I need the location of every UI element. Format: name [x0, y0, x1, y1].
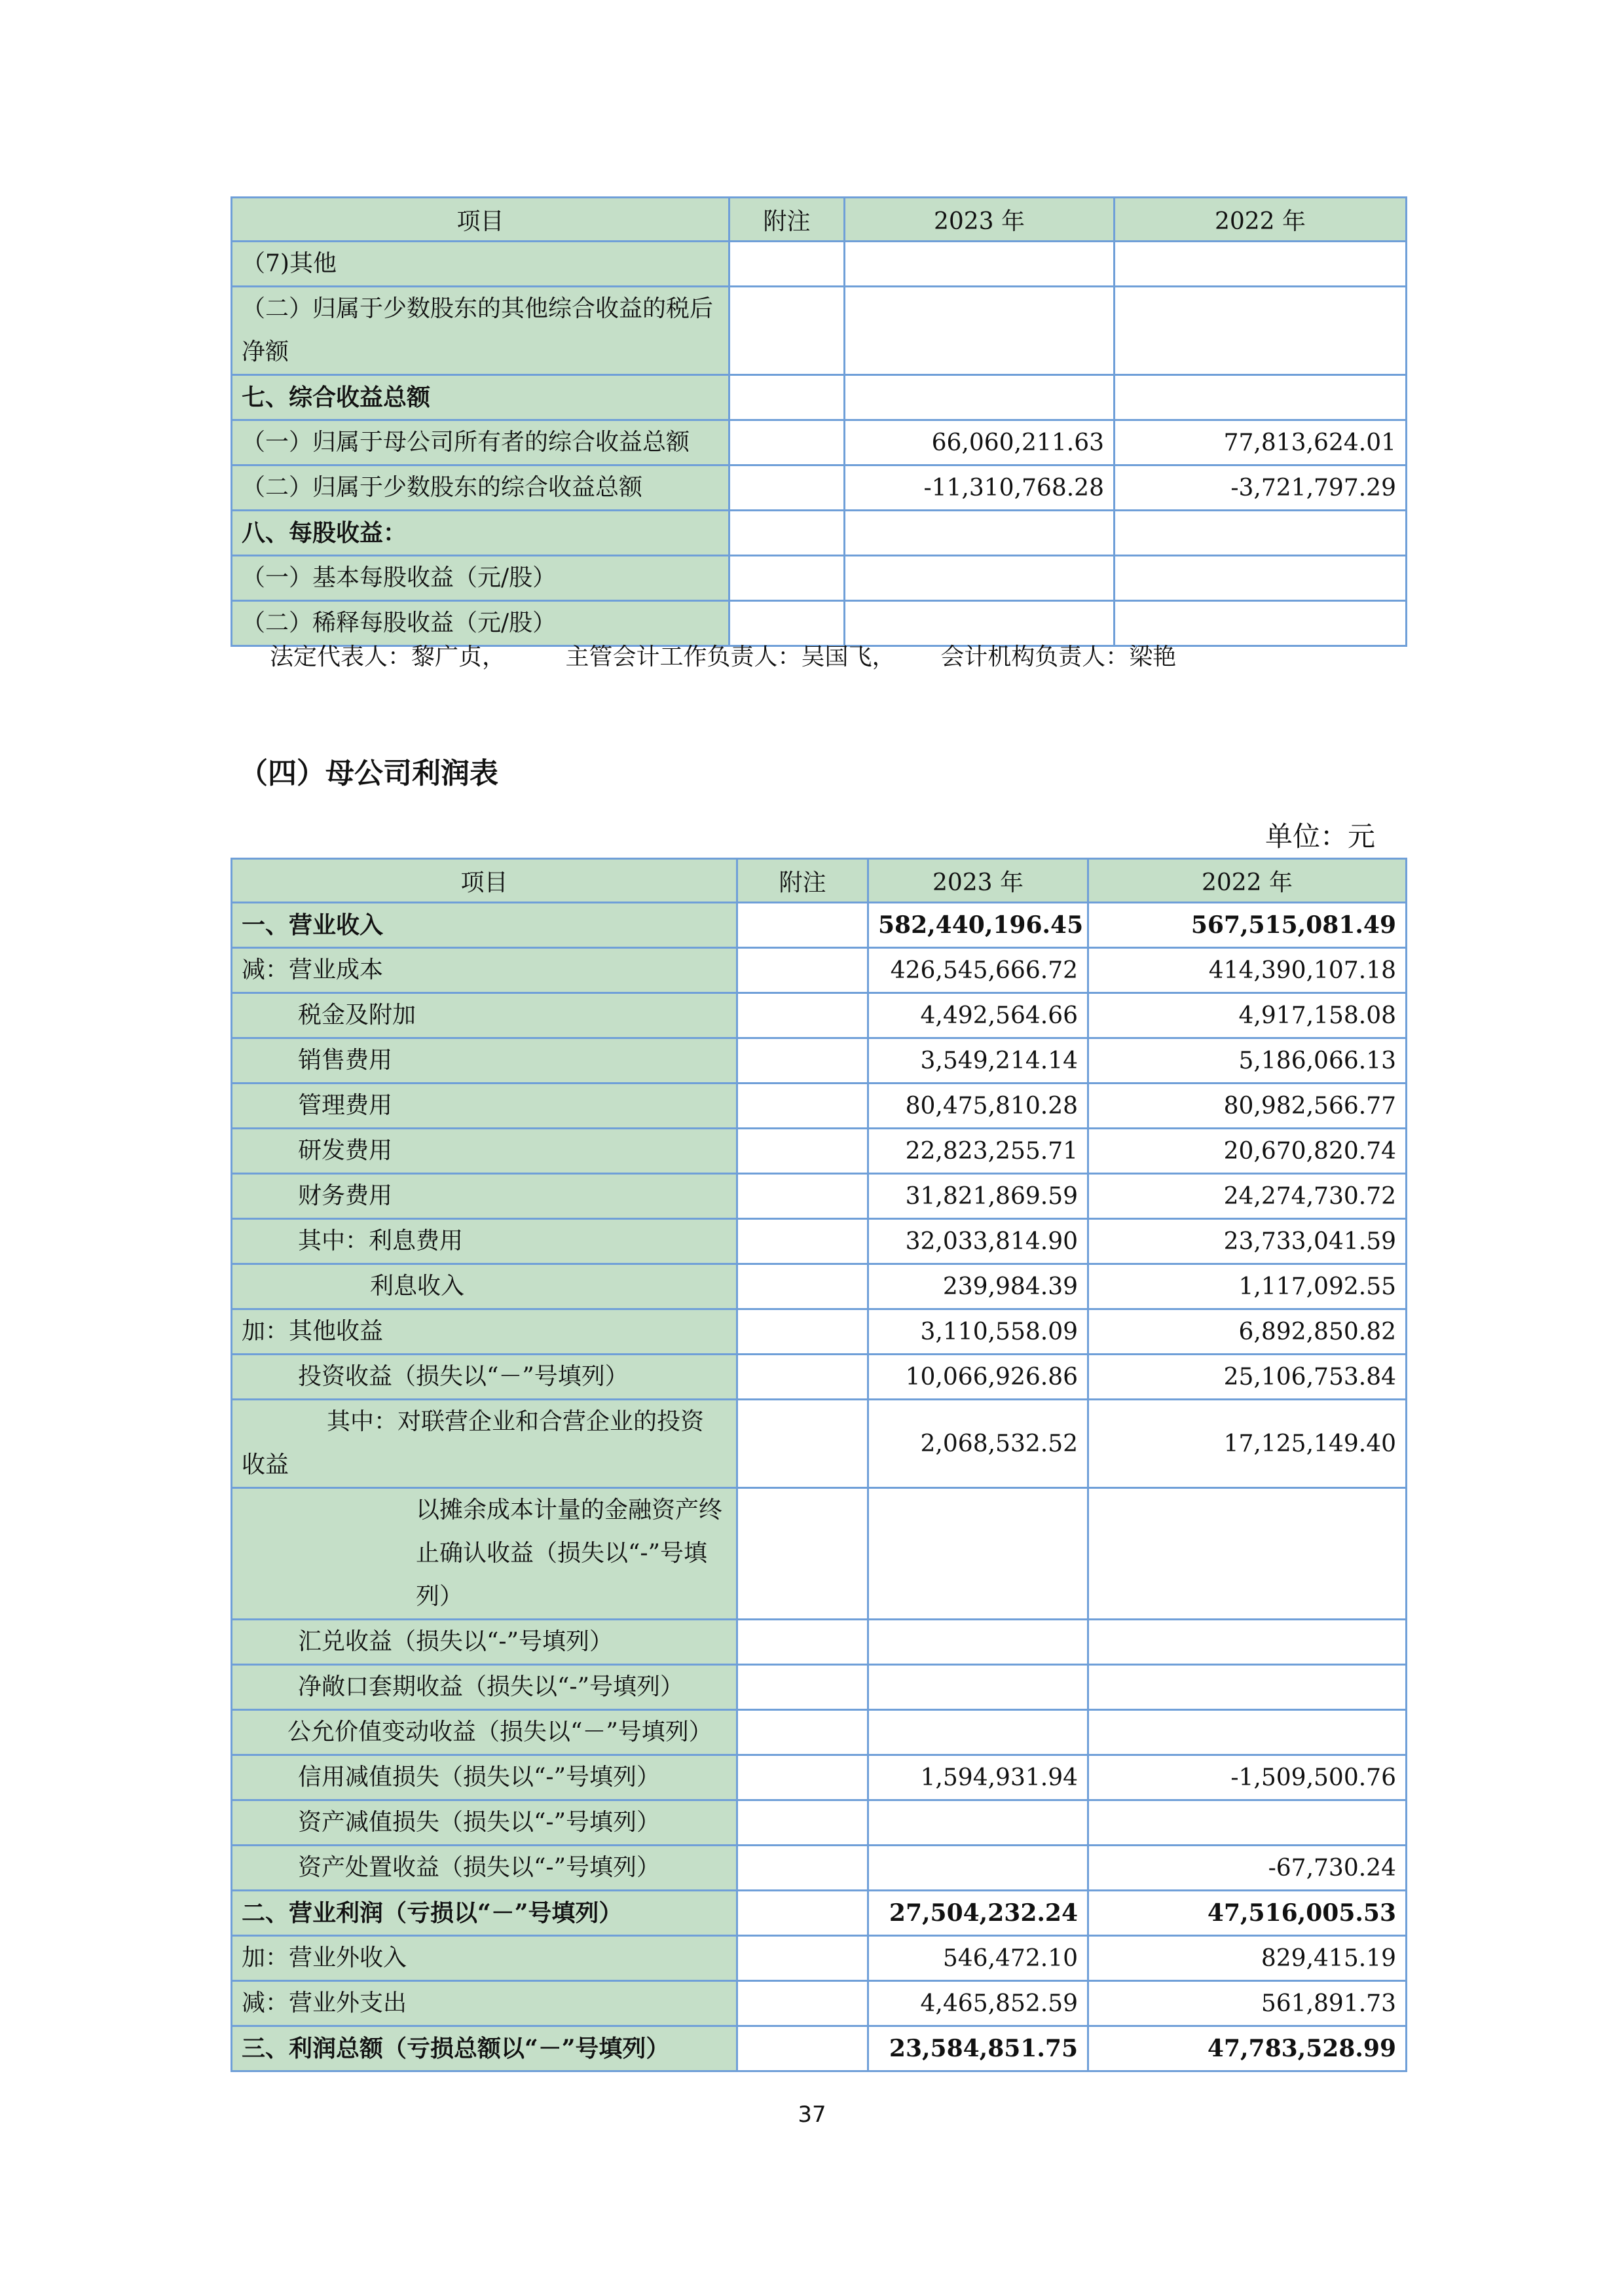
row-item: 资产减值损失（损失以“-”号填列） [232, 1800, 737, 1846]
row-note [737, 1891, 868, 1936]
row-2023: 32,033,814.90 [868, 1219, 1088, 1264]
row-note [737, 1665, 868, 1710]
row-2022: 4,917,158.08 [1088, 993, 1407, 1038]
row-2022 [1115, 556, 1407, 601]
table-row [232, 1665, 1407, 1710]
row-item: 利息收入 [232, 1264, 737, 1309]
table-row [232, 242, 1407, 287]
row-item: 研发费用 [232, 1129, 737, 1174]
row-2023 [868, 1846, 1088, 1891]
row-2022: -3,721,797.29 [1115, 465, 1407, 511]
row-note [729, 556, 845, 601]
row-item: 其中：利息费用 [232, 1219, 737, 1264]
row-note [737, 1488, 868, 1620]
row-item: 税金及附加 [232, 993, 737, 1038]
row-note [737, 1710, 868, 1755]
row-2023 [845, 287, 1115, 375]
table-row [232, 903, 1407, 948]
row-note [737, 993, 868, 1038]
row-item: 减：营业成本 [232, 948, 737, 993]
row-2023: 546,472.10 [868, 1936, 1088, 1981]
row-2023: -11,310,768.28 [845, 465, 1115, 511]
header-note: 附注 [729, 198, 845, 242]
table-row [232, 1038, 1407, 1084]
row-2023: 31,821,869.59 [868, 1174, 1088, 1219]
row-2023: 27,504,232.24 [868, 1891, 1088, 1936]
row-2022: 77,813,624.01 [1115, 420, 1407, 465]
row-2022 [1088, 1620, 1407, 1665]
row-2022: 1,117,092.55 [1088, 1264, 1407, 1309]
row-item: 销售费用 [232, 1038, 737, 1084]
table-row [232, 1755, 1407, 1800]
row-2022 [1088, 1800, 1407, 1846]
row-2022: 5,186,066.13 [1088, 1038, 1407, 1084]
table-row [232, 1710, 1407, 1755]
row-2022: 24,274,730.72 [1088, 1174, 1407, 1219]
row-item: 以摊余成本计量的金融资产终止确认收益（损失以“-”号填列） [232, 1488, 737, 1620]
row-2022 [1115, 287, 1407, 375]
row-item: 七、综合收益总额 [232, 375, 729, 420]
row-item: （7)其他 [232, 242, 729, 287]
row-2023 [868, 1710, 1088, 1755]
table-row [232, 1309, 1407, 1355]
row-2023 [868, 1800, 1088, 1846]
row-item: 投资收益（损失以“－”号填列） [232, 1355, 737, 1400]
row-2023 [868, 1620, 1088, 1665]
row-2023 [868, 1665, 1088, 1710]
row-item: 加：其他收益 [232, 1309, 737, 1355]
row-item: 加：营业外收入 [232, 1936, 737, 1981]
row-2023: 23,584,851.75 [868, 2026, 1088, 2071]
row-2022 [1115, 511, 1407, 556]
row-note [737, 1309, 868, 1355]
row-note [737, 1355, 868, 1400]
row-note [737, 903, 868, 948]
row-2022 [1088, 1710, 1407, 1755]
row-2023: 3,549,214.14 [868, 1038, 1088, 1084]
row-item: 净敞口套期收益（损失以“-”号填列） [232, 1665, 737, 1710]
header-note: 附注 [737, 859, 868, 903]
row-2022: 20,670,820.74 [1088, 1129, 1407, 1174]
row-item: 资产处置收益（损失以“-”号填列） [232, 1846, 737, 1891]
row-item: 财务费用 [232, 1174, 737, 1219]
row-2022: 829,415.19 [1088, 1936, 1407, 1981]
table-row [232, 1129, 1407, 1174]
table-row [232, 1846, 1407, 1891]
header-2022: 2022 年 [1088, 859, 1407, 903]
table-row [232, 375, 1407, 420]
row-2023 [845, 511, 1115, 556]
row-item: （二）归属于少数股东的其他综合收益的税后净额 [232, 287, 729, 375]
parent-income-statement-table [231, 858, 1407, 2072]
row-note [737, 1400, 868, 1488]
row-note [737, 1846, 868, 1891]
table-row [232, 287, 1407, 375]
header-item: 项目 [232, 198, 729, 242]
row-2023: 4,465,852.59 [868, 1981, 1088, 2026]
table-row [232, 1219, 1407, 1264]
table-row [232, 1800, 1407, 1846]
row-2023: 66,060,211.63 [845, 420, 1115, 465]
header-2022: 2022 年 [1115, 198, 1407, 242]
row-2022: 80,982,566.77 [1088, 1084, 1407, 1129]
row-2023: 2,068,532.52 [868, 1400, 1088, 1488]
row-2022 [1115, 242, 1407, 287]
table-row [232, 1264, 1407, 1309]
header-item: 项目 [232, 859, 737, 903]
table-row [232, 2026, 1407, 2071]
row-note [737, 1084, 868, 1129]
row-2022 [1088, 1488, 1407, 1620]
row-2023: 10,066,926.86 [868, 1355, 1088, 1400]
row-item: （一）基本每股收益（元/股） [232, 556, 729, 601]
row-2023 [845, 242, 1115, 287]
table-row [232, 465, 1407, 511]
row-item: 公允价值变动收益（损失以“－”号填列） [232, 1710, 737, 1755]
row-item: 二、营业利润（亏损以“－”号填列） [232, 1891, 737, 1936]
table-header-row [232, 859, 1407, 903]
row-note [737, 1620, 868, 1665]
table-row [232, 1084, 1407, 1129]
row-2022: 25,106,753.84 [1088, 1355, 1407, 1400]
row-2023: 3,110,558.09 [868, 1309, 1088, 1355]
row-item: （一）归属于母公司所有者的综合收益总额 [232, 420, 729, 465]
row-2022: -1,509,500.76 [1088, 1755, 1407, 1800]
row-2022: 47,783,528.99 [1088, 2026, 1407, 2071]
row-2022 [1088, 1665, 1407, 1710]
row-2022 [1115, 375, 1407, 420]
row-item: 信用减值损失（损失以“-”号填列） [232, 1755, 737, 1800]
comprehensive-income-table-continued [231, 196, 1407, 647]
table-row [232, 948, 1407, 993]
table-row [232, 511, 1407, 556]
row-2023: 239,984.39 [868, 1264, 1088, 1309]
row-2022: 47,516,005.53 [1088, 1891, 1407, 1936]
row-item: 汇兑收益（损失以“-”号填列） [232, 1620, 737, 1665]
row-2022: 6,892,850.82 [1088, 1309, 1407, 1355]
row-2023 [868, 1488, 1088, 1620]
row-2023: 4,492,564.66 [868, 993, 1088, 1038]
row-note [737, 1800, 868, 1846]
unit-label: 单位：元 [1264, 820, 1375, 852]
row-note [737, 1219, 868, 1264]
row-note [737, 948, 868, 993]
table-row [232, 420, 1407, 465]
row-note [729, 465, 845, 511]
row-2023: 80,475,810.28 [868, 1084, 1088, 1129]
row-note [729, 511, 845, 556]
table-header-row [232, 198, 1407, 242]
row-2023: 1,594,931.94 [868, 1755, 1088, 1800]
row-2022: 414,390,107.18 [1088, 948, 1407, 993]
row-2022: 17,125,149.40 [1088, 1400, 1407, 1488]
row-note [737, 1264, 868, 1309]
row-2022: 23,733,041.59 [1088, 1219, 1407, 1264]
row-note [737, 2026, 868, 2071]
header-2023: 2023 年 [868, 859, 1088, 903]
row-note [729, 287, 845, 375]
table-row [232, 1891, 1407, 1936]
row-2023 [845, 556, 1115, 601]
row-note [729, 242, 845, 287]
row-2023: 22,823,255.71 [868, 1129, 1088, 1174]
table-row [232, 1174, 1407, 1219]
row-item: 八、每股收益： [232, 511, 729, 556]
row-item: （二）归属于少数股东的综合收益总额 [232, 465, 729, 511]
table-row [232, 556, 1407, 601]
row-note [737, 1936, 868, 1981]
row-2023: 426,545,666.72 [868, 948, 1088, 993]
row-2022: -67,730.24 [1088, 1846, 1407, 1891]
table-row [232, 1488, 1407, 1620]
header-2023: 2023 年 [845, 198, 1115, 242]
row-2023: 582,440,196.45 [868, 903, 1088, 948]
row-note [737, 1755, 868, 1800]
table-row [232, 1355, 1407, 1400]
row-note [737, 1038, 868, 1084]
section-title: （四）母公司利润表 [239, 757, 498, 790]
row-2022: 567,515,081.49 [1088, 903, 1407, 948]
row-2022: 561,891.73 [1088, 1981, 1407, 2026]
row-note [729, 420, 845, 465]
row-note [737, 1981, 868, 2026]
row-item: 减：营业外支出 [232, 1981, 737, 2026]
table-row [232, 1620, 1407, 1665]
row-note [737, 1174, 868, 1219]
row-note [729, 375, 845, 420]
table-row [232, 993, 1407, 1038]
page-number: 37 [798, 2102, 826, 2128]
row-item: 管理费用 [232, 1084, 737, 1129]
row-item: 其中：对联营企业和合营企业的投资收益 [232, 1400, 737, 1488]
table-row [232, 1981, 1407, 2026]
row-2023 [845, 375, 1115, 420]
row-item: 三、利润总额（亏损总额以“－”号填列） [232, 2026, 737, 2071]
row-note [737, 1129, 868, 1174]
row-item: 一、营业收入 [232, 903, 737, 948]
table-row [232, 1936, 1407, 1981]
signature-line: 法定代表人：黎广贞， 主管会计工作负责人：吴国飞， 会计机构负责人：梁艳 [270, 644, 1177, 670]
table-row [232, 1400, 1407, 1488]
row-item: （二）稀释每股收益（元/股） [232, 601, 729, 646]
